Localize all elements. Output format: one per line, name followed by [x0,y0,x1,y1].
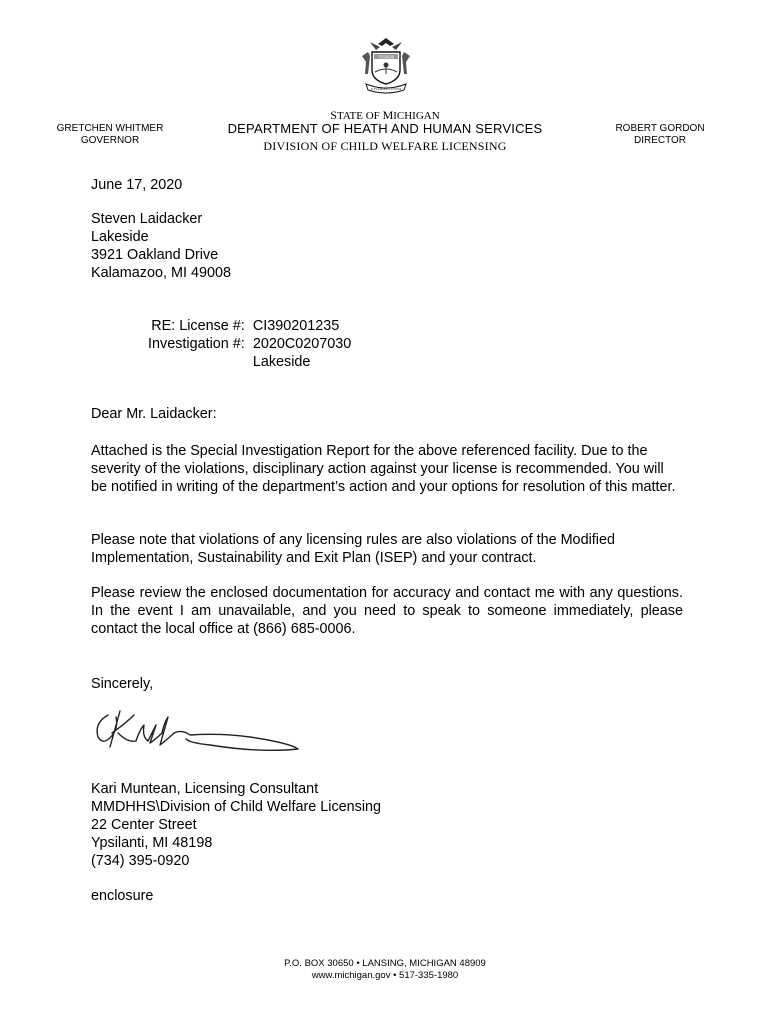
letter-date: June 17, 2020 [91,177,183,193]
reference-block [148,317,351,371]
michigan-state-seal-icon [356,34,416,96]
director-title: DIRECTOR [633,135,687,146]
license-number: CI390201235 [252,318,340,334]
footer [0,958,770,982]
facility-name: Lakeside [252,354,311,370]
governor-title: GOVERNOR [80,135,140,146]
letterhead-state: STATE OF MICHIGAN [330,108,440,122]
recipient-line: Lakeside [91,229,149,245]
director-block [590,123,730,147]
footer-contact: www.michigan.gov • 517-335-1980 [311,970,459,981]
body-paragraph: Attached is the Special Investigation Report for the above referenced facility. Due to the severity of the violations, disciplinary action against your license is recommended. You will be notified in writing of the department’s action and your options for resolution of this matter. [91,443,676,495]
svg-text:TUEBOR: TUEBOR [378,54,394,60]
signer-line: Ypsilanti, MI 48198 [91,835,213,851]
director-name: ROBERT GORDON [615,123,705,134]
recipient-line: Steven Laidacker [91,211,203,227]
investigation-number: 2020C0207030 [252,336,352,352]
division-name: DIVISION OF CHILD WELFARE LICENSING [263,139,507,153]
handwritten-signature [90,703,310,763]
department-name: DEPARTMENT OF HEATH AND HUMAN SERVICES [227,121,543,136]
body-paragraph: Please note that violations of any licensing rules are also violations of the Modified Implementation, Sustainability and Exit Plan (ISEP) and your contract. [91,532,615,566]
enclosure-note: enclosure [91,888,154,904]
signer-block [91,780,381,870]
investigation-label: Investigation #: [148,336,245,352]
signer-line: Kari Muntean, Licensing Consultant [91,781,319,797]
svg-text:E PLURIBUS UNUM: E PLURIBUS UNUM [371,87,401,91]
recipient-line: Kalamazoo, MI 49008 [91,265,231,281]
recipient-address [91,210,231,282]
recipient-line: 3921 Oakland Drive [91,247,219,263]
body-paragraph: Please review the enclosed documentation for accuracy and contact me with any questions. In the event I am unavailable, and you need to speak to someone immediately, please contact the local office at (866) 685-0006. [91,585,683,637]
signer-line: MMDHHS\Division of Child Welfare Licensing [91,799,382,815]
closing: Sincerely, [91,676,154,692]
governor-block [40,123,180,147]
salutation: Dear Mr. Laidacker: [91,406,217,422]
license-label: RE: License #: [151,318,245,334]
governor-name: GRETCHEN WHITMER [56,123,164,134]
signer-line: 22 Center Street [91,817,197,833]
signer-line: (734) 395-0920 [91,853,190,869]
footer-address: P.O. BOX 30650 • LANSING, MICHIGAN 48909 [284,958,486,969]
